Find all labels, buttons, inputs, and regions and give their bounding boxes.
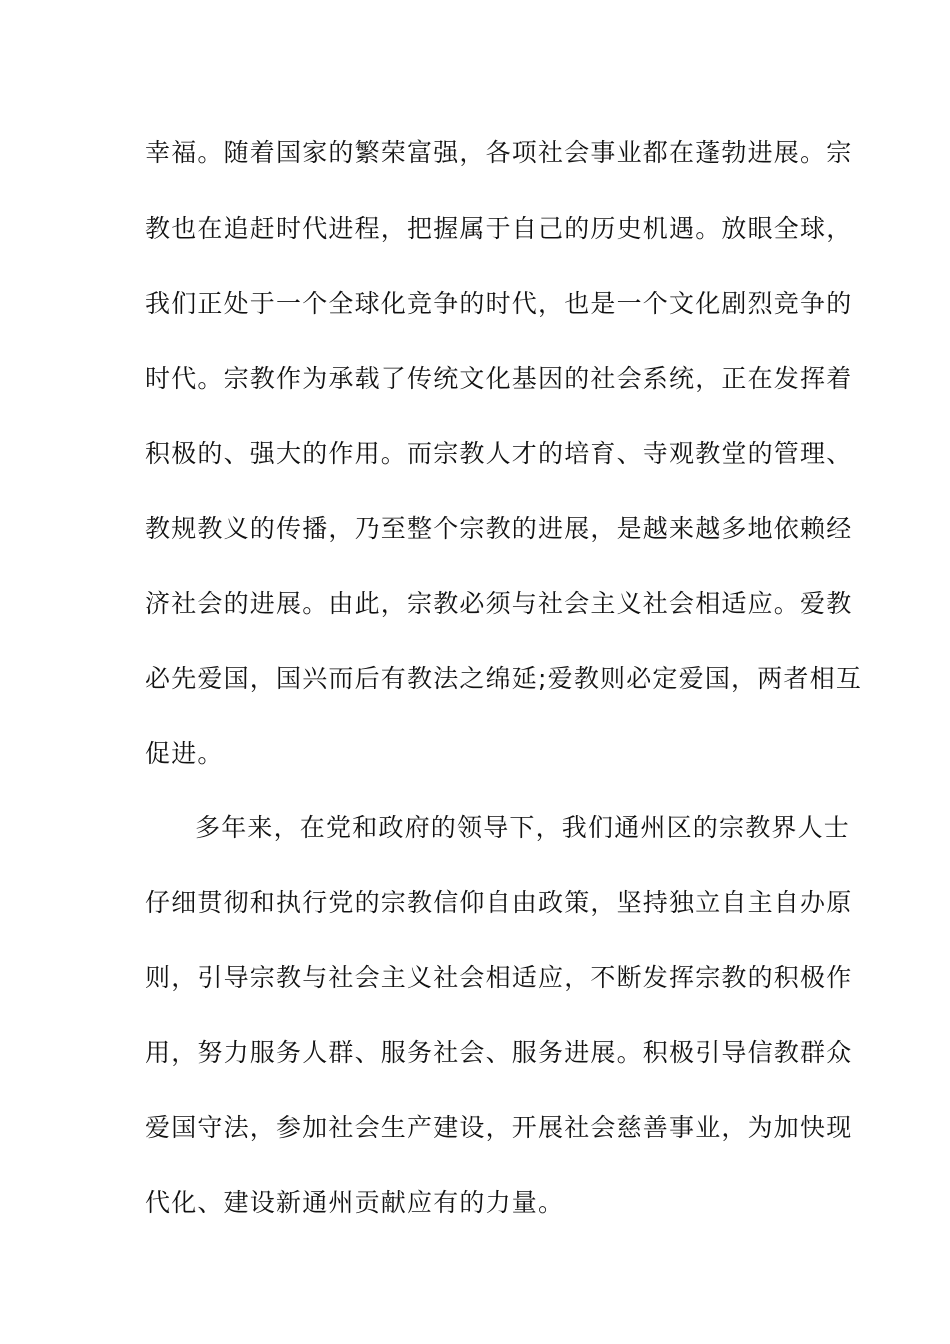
paragraph-line: 则，引导宗教与社会主义社会相适应，不断发挥宗教的积极作 <box>145 963 853 992</box>
paragraph-line: 爱国守法，参加社会生产建设，开展社会慈善事业，为加快现 <box>145 1113 853 1142</box>
paragraph-line: 积极的、强大的作用。而宗教人才的培育、寺观教堂的管理、 <box>145 439 853 468</box>
paragraph-line: 济社会的进展。由此，宗教必须与社会主义社会相适应。爱教 <box>145 589 853 618</box>
paragraph-line: 多年来，在党和政府的领导下，我们通州区的宗教界人士 <box>195 813 851 842</box>
paragraph-line: 时代。宗教作为承载了传统文化基因的社会系统，正在发挥着 <box>145 364 853 393</box>
paragraph-line: 必先爱国，国兴而后有教法之绵延;爱教则必定爱国，两者相互 <box>145 664 863 693</box>
paragraph-line: 我们正处于一个全球化竞争的时代，也是一个文化剧烈竞争的 <box>145 289 853 318</box>
paragraph-line: 教也在追赶时代进程，把握属于自己的历史机遇。放眼全球， <box>145 214 853 243</box>
paragraph-line: 促进。 <box>145 739 224 768</box>
paragraph-line: 幸福。随着国家的繁荣富强，各项社会事业都在蓬勃进展。宗 <box>145 138 853 167</box>
paragraph-line: 教规教义的传播，乃至整个宗教的进展，是越来越多地依赖经 <box>145 514 853 543</box>
paragraph-line: 仔细贯彻和执行党的宗教信仰自由政策，坚持独立自主自办原 <box>145 888 853 917</box>
paragraph-line: 用，努力服务人群、服务社会、服务进展。积极引导信教群众 <box>145 1038 853 1067</box>
paragraph-line: 代化、建设新通州贡献应有的力量。 <box>145 1188 565 1217</box>
